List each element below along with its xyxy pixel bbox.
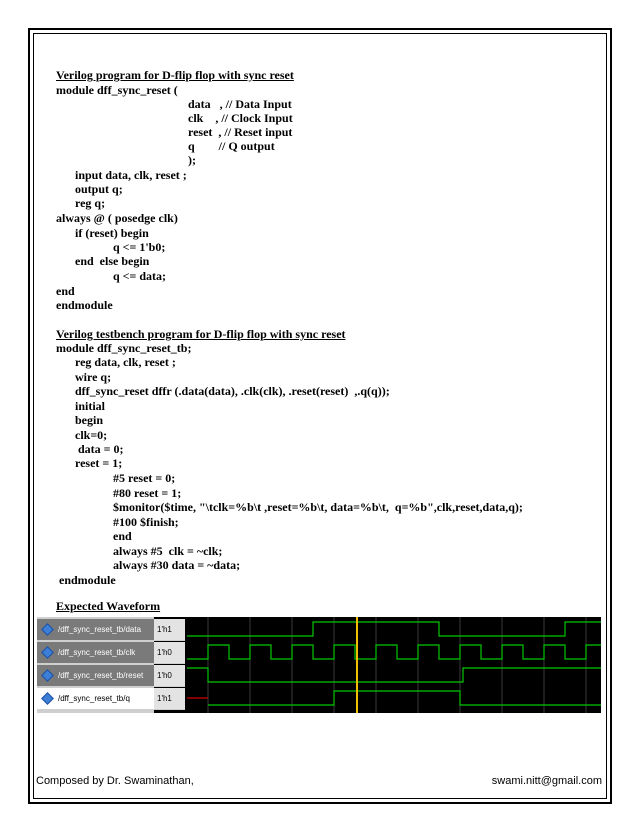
code-line: reg data, clk, reset ;: [75, 355, 176, 369]
code-line: );: [188, 153, 196, 167]
code-line: always #30 data = ~data;: [113, 558, 241, 572]
code-line: wire q;: [75, 370, 112, 384]
code-line: endmodule: [56, 573, 116, 587]
code-line: #80 reset = 1;: [113, 486, 182, 500]
signal-value-data: 1'h1: [154, 619, 185, 641]
code-line: module dff_sync_reset_tb;: [56, 341, 192, 355]
code-line: q <= 1'b0;: [113, 240, 166, 254]
waveform-grid: [208, 617, 586, 713]
signal-row-data[interactable]: [37, 619, 154, 641]
signal-name: /dff_sync_reset_tb/data: [58, 625, 142, 634]
code-line: begin: [75, 413, 104, 427]
code-line: module dff_sync_reset (: [56, 83, 178, 97]
code-line: clk , // Clock Input: [188, 111, 293, 125]
code-line: reg q;: [75, 196, 106, 210]
section-heading: Expected Waveform: [56, 599, 161, 613]
code-line: clk=0;: [75, 428, 108, 442]
signal-name: /dff_sync_reset_tb/reset: [58, 671, 144, 680]
signal-row-clk[interactable]: [37, 642, 154, 664]
data-trace: [187, 622, 601, 636]
code-line: $monitor($time, "\tclk=%b\t ,reset=%b\t, data=%b\t, q=%b",clk,reset,data,q);: [113, 500, 523, 514]
signal-diamond-icon: [41, 669, 54, 682]
signal-name: /dff_sync_reset_tb/clk: [58, 648, 136, 657]
clk-trace: [187, 645, 601, 659]
code-line: q <= data;: [113, 269, 167, 283]
waveform-traces: [187, 622, 601, 705]
code-line: end else begin: [75, 254, 150, 268]
code-line: #100 $finish;: [113, 515, 179, 529]
code-line: data , // Data Input: [188, 97, 292, 111]
signal-diamond-icon: [41, 646, 54, 659]
code-line: data = 0;: [75, 442, 124, 456]
waveform-viewer: [37, 617, 601, 713]
code-line: always @ ( posedge clk): [56, 211, 178, 225]
code-line: output q;: [75, 182, 123, 196]
footer-email: swami.nitt@gmail.com: [491, 775, 602, 787]
signal-row-reset[interactable]: [37, 665, 154, 687]
signal-name: /dff_sync_reset_tb/q: [58, 694, 130, 703]
waveform-plot[interactable]: [187, 617, 601, 713]
code-line: reset , // Reset input: [188, 125, 293, 139]
q-trace: [208, 691, 601, 705]
signal-row-q[interactable]: [37, 688, 154, 710]
code-line: endmodule: [56, 298, 113, 312]
code-line: input data, clk, reset ;: [75, 168, 187, 182]
code-line: end: [113, 529, 132, 543]
section-heading: Verilog testbench program for D-flip flop with sync reset: [56, 327, 346, 341]
code-line: end: [56, 284, 75, 298]
section-heading: Verilog program for D-flip flop with sync reset: [56, 68, 294, 82]
signal-name-panel: [37, 617, 154, 713]
code-line: dff_sync_reset dffr (.data(data), .clk(clk), .reset(reset) ,.q(q));: [75, 384, 390, 398]
footer-author: Composed by Dr. Swaminathan,: [36, 775, 194, 787]
code-line: q // Q output: [188, 139, 275, 153]
code-line: #5 reset = 0;: [113, 471, 176, 485]
code-line: reset = 1;: [75, 456, 123, 470]
signal-value-reset: 1'h0: [154, 665, 185, 687]
signal-diamond-icon: [41, 692, 54, 705]
code-line: always #5 clk = ~clk;: [113, 544, 223, 558]
code-line: if (reset) begin: [75, 226, 149, 240]
signal-value-clk: 1'h0: [154, 642, 185, 664]
code-line: initial: [75, 399, 106, 413]
reset-trace: [187, 668, 601, 682]
signal-diamond-icon: [41, 623, 54, 636]
signal-value-q: 1'h1: [154, 688, 185, 710]
